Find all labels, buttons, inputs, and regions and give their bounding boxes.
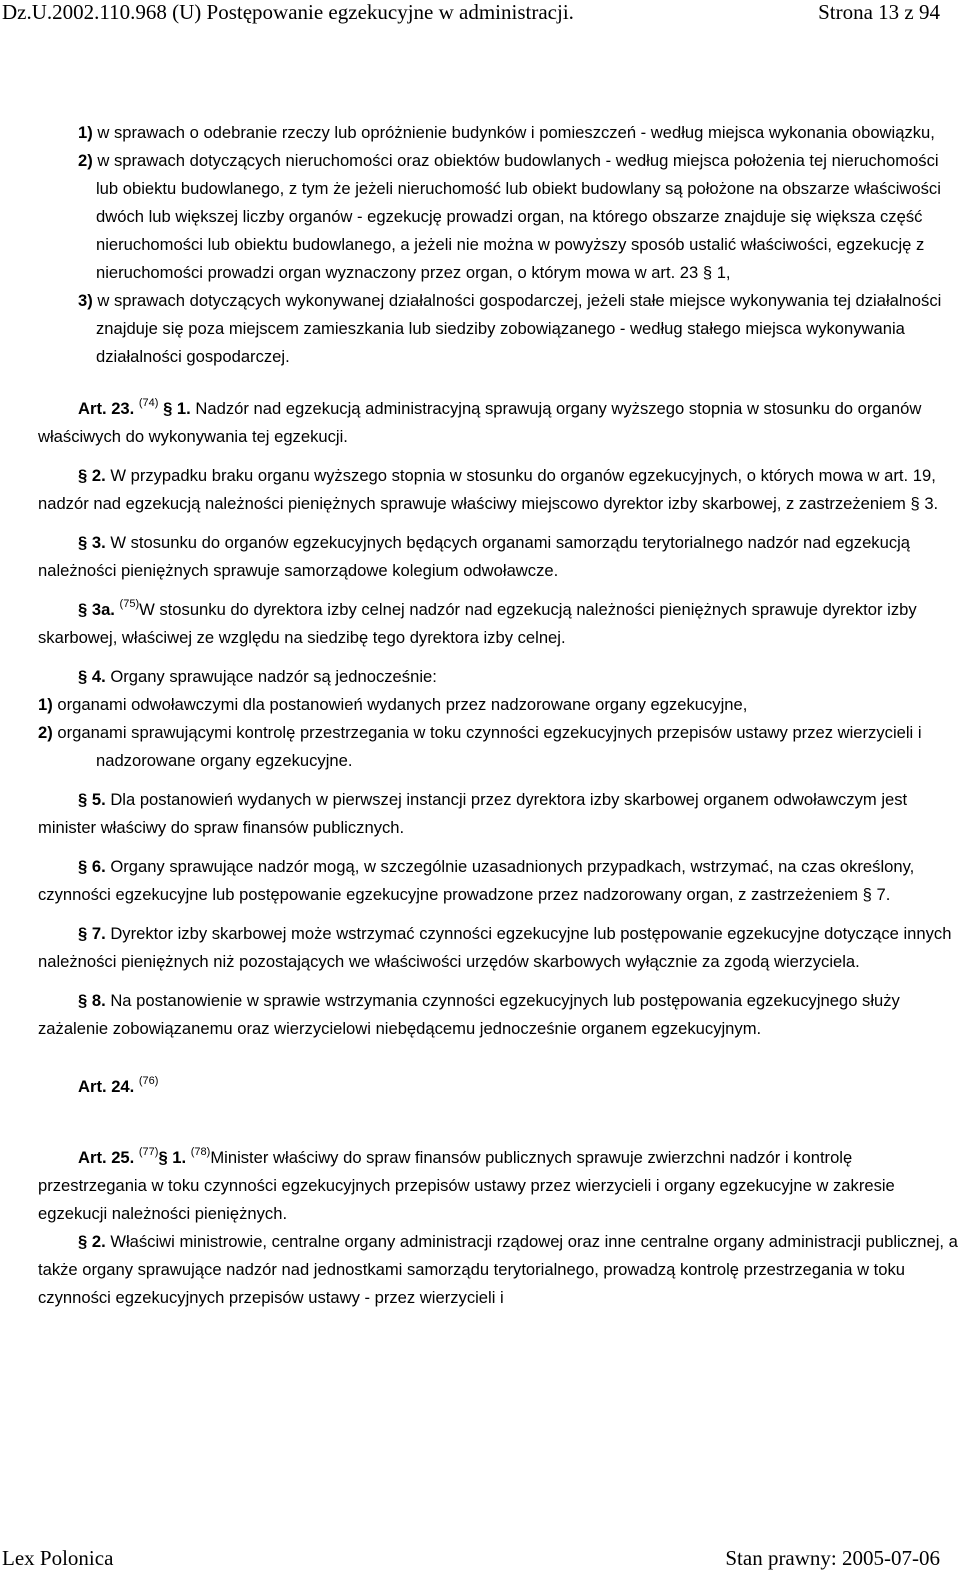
section-text: Dla postanowień wydanych w pierwszej instancji przez dyrektora izby skarbowej organem odwoławczym jest minister właściwy do spraw finansów publicznych. [38, 790, 908, 837]
item-number: 2) [78, 151, 93, 170]
item-text: organami sprawującymi kontrolę przestrzegania w toku czynności egzekucyjnych przepisów ustawy przez wierzycieli i nadzorowane organy egzekucyjne. [57, 723, 922, 770]
item-number: 2) [38, 723, 53, 742]
page-footer [0, 1546, 960, 1570]
page-number: Strona 13 z 94 [818, 0, 940, 24]
footnote-ref: (78) [190, 1146, 211, 1158]
art23-section-3a [38, 596, 958, 652]
section-text: Nadzór nad egzekucją administracyjną sprawują organy wyższego stopnia w stosunku do organów właściwych do wykonywania tej egzekucji. [38, 399, 922, 446]
list-item [38, 119, 958, 147]
page-header [0, 0, 960, 24]
section-number: § 7. [78, 924, 106, 943]
section-text: Organy sprawujące nadzór mogą, w szczególnie uzasadnionych przypadkach, wstrzymać, na czas określony, czynności egzekucyjne lub postępowanie egzekucyjne prowadzone przez nadzorowany organ, z zastrzeżeniem § 7. [38, 857, 915, 904]
item-number: 1) [38, 695, 53, 714]
section-number: § 2. [78, 466, 106, 485]
art23-section-3 [38, 529, 958, 585]
section-number: § 2. [78, 1232, 106, 1251]
art24 [38, 1073, 958, 1101]
item-text: w sprawach o odebranie rzeczy lub opróżnienie budynków i pomieszczeń - według miejsca wykonania obowiązku, [97, 123, 935, 142]
section-number: § 5. [78, 790, 106, 809]
art25-section-1 [38, 1144, 958, 1228]
art25-section-2 [38, 1228, 958, 1312]
section-text: Na postanowienie w sprawie wstrzymania czynności egzekucyjnych lub postępowania egzekucyjnego służy zażalenie zobowiązanemu oraz wierzycielowi niebędącemu jednocześnie organem egzekucyjnym. [38, 991, 900, 1038]
list-item [38, 287, 958, 371]
art23-section-1 [38, 395, 958, 451]
article-label: Art. 25. [78, 1148, 135, 1167]
art23-section-7 [38, 920, 958, 976]
document-title: Dz.U.2002.110.968 (U) Postępowanie egzekucyjne w administracji. [2, 0, 574, 24]
art23-section-8 [38, 987, 958, 1043]
section-number: § 4. [78, 667, 106, 686]
item-text: w sprawach dotyczących wykonywanej działalności gospodarczej, jeżeli stałe miejsce wykonywania tej działalności znajduje się poza miejscem zamieszkania lub siedziby zobowiązanego - według stałego miejsca wykonywania działalności gospodarczej. [96, 291, 942, 366]
footnote-ref: (77) [138, 1146, 159, 1158]
item-number: 1) [78, 123, 93, 142]
footnote-ref: (74) [138, 397, 159, 409]
article-label: Art. 24. [78, 1077, 135, 1096]
art23-section-4 [38, 663, 958, 691]
item-number: 3) [78, 291, 93, 310]
art23-section-6 [38, 853, 958, 909]
section-number: § 6. [78, 857, 106, 876]
item-text: w sprawach dotyczących nieruchomości oraz obiektów budowlanych - według miejsca położenia tej nieruchomości lub obiektu budowlanego, z tym że jeżeli nieruchomość lub obiekt budowlany są położone na obszarze właściwości dwóch lub większej liczby organów - egzekucję prowadzi organ, na którego obszarze znajduje się większa część nieruchomości lub obiektu budowlanego, a jeżeli nie można w powyższy sposób ustalić właściwości, egzekucję z nieruchomości prowadzi organ wyznaczony przez organ, o którym mowa w art. 23 § 1, [96, 151, 941, 282]
section-number: § 1. [158, 1148, 187, 1167]
footnote-ref: (75) [119, 598, 140, 610]
item-text: organami odwoławczymi dla postanowień wydanych przez nadzorowane organy egzekucyjne, [57, 695, 748, 714]
section-number: § 3. [78, 533, 106, 552]
section-number: § 3a. [78, 600, 115, 619]
article-label: Art. 23. [78, 399, 135, 418]
list-item [38, 691, 958, 719]
footnote-ref: (76) [138, 1075, 159, 1087]
art23-section-5 [38, 786, 958, 842]
document-body [38, 119, 958, 1312]
list-item [38, 719, 958, 775]
publisher-name: Lex Polonica [2, 1546, 114, 1570]
list-item [38, 147, 958, 287]
section-text: Właściwi ministrowie, centralne organy administracji rządowej oraz inne centralne organy administracji publicznej, a także organy sprawujące nadzór nad jednostkami samorządu terytorialnego, prowadzą kontrolę przestrzegania w toku czynności egzekucyjnych przepisów ustawy - przez wierzycieli i [38, 1232, 958, 1307]
section-text: W stosunku do dyrektora izby celnej nadzór nad egzekucją należności pieniężnych sprawuje dyrektor izby skarbowej, właściwej ze względu na siedzibę tego dyrektora izby celnej. [38, 600, 917, 647]
section-text: W przypadku braku organu wyższego stopnia w stosunku do organów egzekucyjnych, o których mowa w art. 19, nadzór nad egzekucją należności pieniężnych sprawuje właściwy miejscowo dyrektor izby skarbowej, z zastrzeżeniem § 3. [38, 466, 939, 513]
section-text: W stosunku do organów egzekucyjnych będących organami samorządu terytorialnego nadzór nad egzekucją należności pieniężnych sprawuje samorządowe kolegium odwoławcze. [38, 533, 911, 580]
section-text: Dyrektor izby skarbowej może wstrzymać czynności egzekucyjne lub postępowanie egzekucyjne dotyczące innych należności pieniężnych niż pozostających we właściwości urzędów skarbowych wyłącznie za zgodą wierzyciela. [38, 924, 952, 971]
section-text: Organy sprawujące nadzór są jednocześnie: [110, 667, 437, 686]
art23-section-2 [38, 462, 958, 518]
section-number: § 8. [78, 991, 106, 1010]
legal-status-date: Stan prawny: 2005-07-06 [725, 1546, 940, 1570]
section-text: Minister właściwy do spraw finansów publicznych sprawuje zwierzchni nadzór i kontrolę przestrzegania w toku czynności egzekucyjnych przepisów ustawy przez wierzycieli i organy egzekucyjne w zakresie egzekucji należności pieniężnych. [38, 1148, 895, 1223]
section-number: § 1. [163, 399, 191, 418]
